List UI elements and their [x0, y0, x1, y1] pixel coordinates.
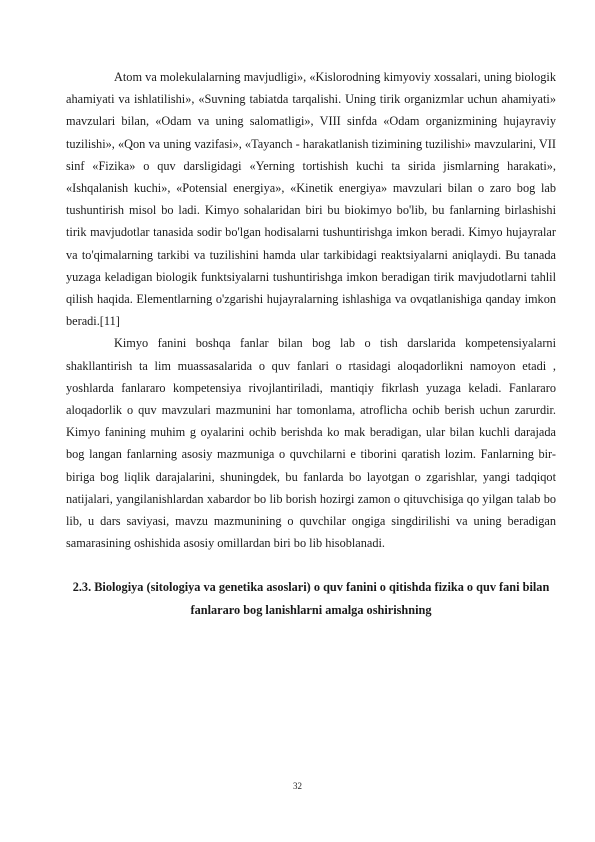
body-paragraph-1: Atom va molekulalarning mavjudligi», «Kislorodning kimyoviy xossalari, uning biologik ahamiyati va ishlatilishi», «Suvning tabiatda tarqalishi. Uning tirik organizmlar uchun ahamiyati» mavzulari bilan, «Odam va uning salomatligi», VIII sinfda «Odam organizmining hujayraviy tuzilishi», «Qon va uning vazifasi», «Tayanch - harakatlanish tizimining tuzilishi» mavzularini, VII sinf «Fizika» o quv darsligidagi «Yerning tortishish kuchi ta sirida jismlarning harakati», «Ishqalanish kuchi», «Potensial energiya», «Kinetik energiya» mavzulari bilan o zaro bog lab tushuntirish misol bo ladi. Kimyo sohalaridan biri bu biokimyo bo'lib, bu fanlarning birlashishi tirik mavjudotlar tanasida sodir bo'lgan hodisalarni tushuntirishga imkon beradi. Kimyo hujayralar va to'qimalarning tarkibi va tuzilishini hamda ular tarkibidagi reaktsiyalarni aniqlaydi. Bu tanada yuzaga keladigan biologik funktsiyalarni tushuntirishga imkon beradigan tirik mavjudotlarni tahlil qilish haqida. Elementlarning o'zgarishi hujayralarning ishlashiga va ovqatlanishiga qanday imkon beradi.[11]	[66, 70, 556, 329]
section-heading: 2.3. Biologiya (sitologiya va genetika asoslari) o quv fanini o qitishda fizika o quv fani bilan fanlararo bog lanishlarni amalga oshirishning	[72, 580, 550, 617]
page-body	[66, 66, 556, 621]
body-paragraph-2: Kimyo fanini boshqa fanlar bilan bog lab o tish darslarida kompetensiyalarni shakllantirish ta lim muassasalarida o quv fanlari o rtasidagi aloqadorlikni namoyon etadi , yoshlarda fanlararo kompetensiya rivojlantiriladi, mantiqiy fikrlash yuzaga keladi. Fanlararo aloqadorlik o quv mavzulari mazmunini har tomonlama, atroflicha ochib berish uchun zarurdir. Kimyo fanining muhim g oyalarini ochib berishda ko mak beradigan, ular bilan kuchli darajada bog langan fanlarning asosiy mazmuniga o quvchilarni e tiborini qaratish lozim. Fanlarning bir-biriga bog liqlik darajalarini, shuningdek, bu fanlarda bo layotgan o zgarishlar, yangi tadqiqot natijalari, yangilanishlardan xabardor bo lib borish hozirgi zamon o qituvchisiga qo yilgan talab bo lib, u dars saviyasi, mavzu mazmunining o quvchilar ongiga singdirilishi va uning beradigan samarasining oshishida asosiy omillardan biri bo lib hisoblanadi.	[66, 336, 556, 551]
page-number: 32	[293, 781, 302, 791]
